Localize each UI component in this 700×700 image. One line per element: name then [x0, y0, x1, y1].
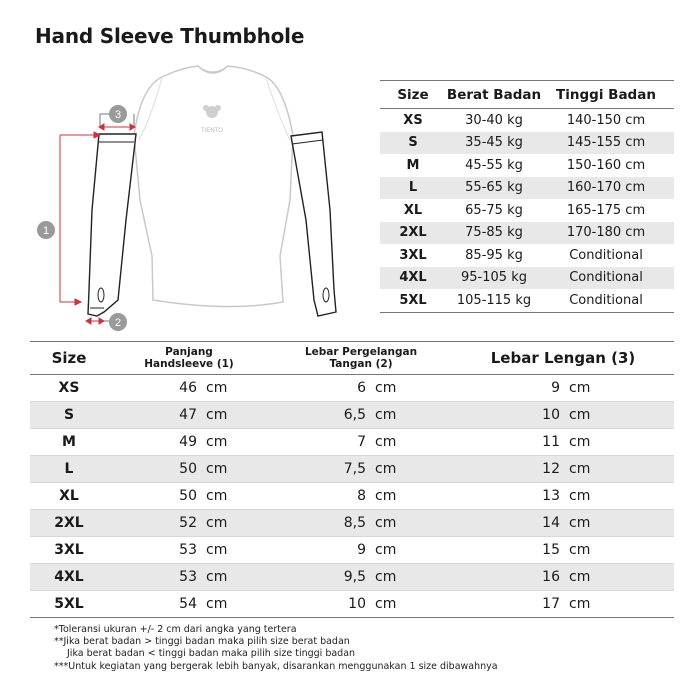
size-cell: XS — [58, 380, 80, 396]
pergelangan-cell — [270, 407, 452, 423]
pergelangan-value: 6 — [357, 380, 366, 396]
pergelangan-value: 10 — [348, 596, 366, 612]
table-row — [30, 537, 674, 564]
size-cell: 3XL — [54, 542, 84, 558]
unit-label: cm — [206, 596, 228, 612]
height-cell: Conditional — [569, 292, 643, 308]
pergelangan-cell — [270, 461, 452, 477]
weight-cell: 105-115 kg — [456, 292, 532, 308]
lengan-cell — [452, 407, 674, 423]
lengan-cell — [452, 434, 674, 450]
unit-label: cm — [375, 515, 397, 531]
header-panjang-line1: Panjang — [165, 346, 213, 358]
panjang-value: 47 — [179, 407, 197, 423]
height-cell: 160-170 cm — [566, 180, 646, 196]
header-berat: Berat Badan — [446, 86, 542, 103]
lengan-value: 15 — [542, 542, 560, 558]
table-row — [30, 483, 674, 510]
unit-label: cm — [206, 380, 228, 396]
pergelangan-cell — [270, 488, 452, 504]
table-header — [30, 341, 674, 375]
unit-label: cm — [375, 488, 397, 504]
svg-text:2: 2 — [114, 317, 122, 329]
size-cell: XL — [403, 202, 423, 218]
panjang-cell — [108, 569, 270, 585]
table-row — [380, 289, 674, 313]
pergelangan-value: 9,5 — [343, 569, 366, 585]
panjang-cell — [108, 461, 270, 477]
panjang-cell — [108, 380, 270, 396]
size-cell: XS — [403, 112, 423, 128]
header-tinggi: Tinggi Badan — [556, 86, 656, 103]
panjang-value: 49 — [179, 434, 197, 450]
unit-label: cm — [375, 542, 397, 558]
lengan-value: 12 — [542, 461, 560, 477]
lengan-cell — [452, 569, 674, 585]
unit-label: cm — [206, 461, 228, 477]
table-row — [380, 132, 674, 155]
garment-illustration — [0, 50, 378, 340]
lengan-value: 14 — [542, 515, 560, 531]
unit-label: cm — [375, 407, 397, 423]
unit-label: cm — [569, 542, 591, 558]
table-row — [380, 199, 674, 222]
panjang-cell — [108, 515, 270, 531]
header-panjang-line2: Handsleeve (1) — [144, 358, 234, 370]
size-cell: L — [64, 461, 74, 477]
unit-label: cm — [375, 596, 397, 612]
header-size: Size — [51, 349, 87, 367]
size-cell: 4XL — [399, 270, 427, 286]
size-cell: XL — [59, 488, 79, 504]
table-row — [30, 591, 674, 618]
table-row — [380, 154, 674, 177]
pergelangan-cell — [270, 569, 452, 585]
unit-label: cm — [569, 515, 591, 531]
lengan-value: 13 — [542, 488, 560, 504]
size-cell: 3XL — [399, 247, 427, 263]
pergelangan-value: 8 — [357, 488, 366, 504]
marker-1 — [37, 221, 55, 239]
header-panjang — [108, 346, 270, 370]
table-row — [30, 456, 674, 483]
shirt-outline — [134, 66, 293, 307]
height-cell: Conditional — [569, 270, 643, 286]
panjang-cell — [108, 434, 270, 450]
unit-label: cm — [206, 488, 228, 504]
size-cell: L — [408, 180, 418, 196]
unit-label: cm — [569, 488, 591, 504]
size-cell: 5XL — [54, 596, 84, 612]
panjang-value: 52 — [179, 515, 197, 531]
height-cell: 145-155 cm — [566, 135, 646, 151]
weight-cell: 95-105 kg — [461, 270, 527, 286]
panjang-cell — [108, 488, 270, 504]
lengan-cell — [452, 515, 674, 531]
size-cell: 2XL — [54, 515, 84, 531]
table-row — [30, 564, 674, 591]
panjang-value: 54 — [179, 596, 197, 612]
lengan-cell — [452, 380, 674, 396]
page-title: Hand Sleeve Thumbhole — [35, 24, 305, 48]
pergelangan-value: 7 — [357, 434, 366, 450]
size-cell: M — [62, 434, 76, 450]
panjang-value: 46 — [179, 380, 197, 396]
unit-label: cm — [206, 515, 228, 531]
body-size-table — [380, 80, 674, 313]
weight-cell: 35-45 kg — [465, 135, 523, 151]
height-cell: Conditional — [569, 247, 643, 263]
table-row — [380, 222, 674, 245]
lengan-cell — [452, 596, 674, 612]
unit-label: cm — [375, 434, 397, 450]
unit-label: cm — [569, 596, 591, 612]
table-row — [30, 402, 674, 429]
note-tolerance: *Toleransi ukuran +/- 2 cm dari angka yang tertera — [54, 624, 297, 635]
header-pergelangan-line2: Tangan (2) — [329, 358, 393, 370]
unit-label: cm — [375, 569, 397, 585]
unit-label: cm — [206, 407, 228, 423]
pergelangan-value: 7,5 — [343, 461, 366, 477]
pergelangan-cell — [270, 542, 452, 558]
pergelangan-cell — [270, 434, 452, 450]
unit-label: cm — [375, 380, 397, 396]
height-cell: 150-160 cm — [566, 157, 646, 173]
weight-cell: 30-40 kg — [465, 112, 523, 128]
table-row — [30, 375, 674, 402]
header-pergelangan-line1: Lebar Pergelangan — [304, 346, 418, 358]
pergelangan-cell — [270, 596, 452, 612]
unit-label: cm — [569, 569, 591, 585]
panjang-value: 50 — [179, 488, 197, 504]
height-cell: 170-180 cm — [566, 225, 646, 241]
unit-label: cm — [206, 434, 228, 450]
header-pergelangan — [270, 346, 452, 370]
note-activity: ***Untuk kegiatan yang bergerak lebih banyak, disarankan menggunakan 1 size dibawahnya — [54, 660, 498, 672]
unit-label: cm — [206, 542, 228, 558]
unit-label: cm — [375, 461, 397, 477]
right-hand-sleeve — [291, 132, 336, 316]
panjang-value: 53 — [179, 569, 197, 585]
size-cell: 4XL — [54, 569, 84, 585]
lengan-value: 11 — [542, 434, 560, 450]
height-cell: 140-150 cm — [566, 112, 646, 128]
panjang-value: 53 — [179, 542, 197, 558]
measurement-table — [30, 341, 674, 618]
svg-text:3: 3 — [114, 109, 122, 121]
pergelangan-value: 9 — [357, 542, 366, 558]
size-cell: 2XL — [399, 225, 427, 241]
panjang-cell — [108, 596, 270, 612]
lengan-value: 10 — [542, 407, 560, 423]
svg-text:1: 1 — [42, 225, 50, 237]
marker-2 — [109, 313, 127, 331]
note-weight-height-2: Jika berat badan < tinggi badan maka pilih size tinggi badan — [67, 648, 356, 660]
table-row — [30, 510, 674, 537]
size-cell: M — [406, 157, 420, 173]
size-cell: 5XL — [399, 292, 427, 308]
unit-label: cm — [569, 461, 591, 477]
header-size: Size — [397, 86, 429, 103]
lengan-cell — [452, 542, 674, 558]
lengan-cell — [452, 488, 674, 504]
height-cell: 165-175 cm — [566, 202, 646, 218]
table-row — [380, 244, 674, 267]
table-header — [380, 80, 674, 109]
lengan-cell — [452, 461, 674, 477]
panjang-value: 50 — [179, 461, 197, 477]
size-cell: S — [63, 407, 75, 423]
table-row — [380, 109, 674, 132]
notes — [54, 624, 498, 673]
weight-cell: 55-65 kg — [465, 180, 523, 196]
pergelangan-cell — [270, 515, 452, 531]
table-row — [380, 177, 674, 200]
pergelangan-value: 6,5 — [343, 407, 366, 423]
lengan-value: 9 — [551, 380, 560, 396]
unit-label: cm — [206, 569, 228, 585]
unit-label: cm — [569, 434, 591, 450]
pergelangan-value: 8,5 — [343, 515, 366, 531]
weight-cell: 65-75 kg — [465, 202, 523, 218]
table-row — [30, 429, 674, 456]
note-weight-height: **Jika berat badan > tinggi badan maka pilih size berat badan — [54, 636, 350, 648]
unit-label: cm — [569, 380, 591, 396]
marker-3 — [109, 105, 127, 123]
lengan-value: 17 — [542, 596, 560, 612]
unit-label: cm — [569, 407, 591, 423]
panjang-cell — [108, 542, 270, 558]
table-row — [380, 267, 674, 290]
left-hand-sleeve — [88, 134, 136, 316]
lengan-value: 16 — [542, 569, 560, 585]
size-cell: S — [408, 135, 418, 151]
weight-cell: 45-55 kg — [465, 157, 523, 173]
svg-text:TIENTO: TIENTO — [201, 128, 223, 134]
weight-cell: 75-85 kg — [465, 225, 523, 241]
pergelangan-cell — [270, 380, 452, 396]
header-lebar-lengan: Lebar Lengan (3) — [490, 349, 636, 367]
panjang-cell — [108, 407, 270, 423]
weight-cell: 85-95 kg — [465, 247, 523, 263]
